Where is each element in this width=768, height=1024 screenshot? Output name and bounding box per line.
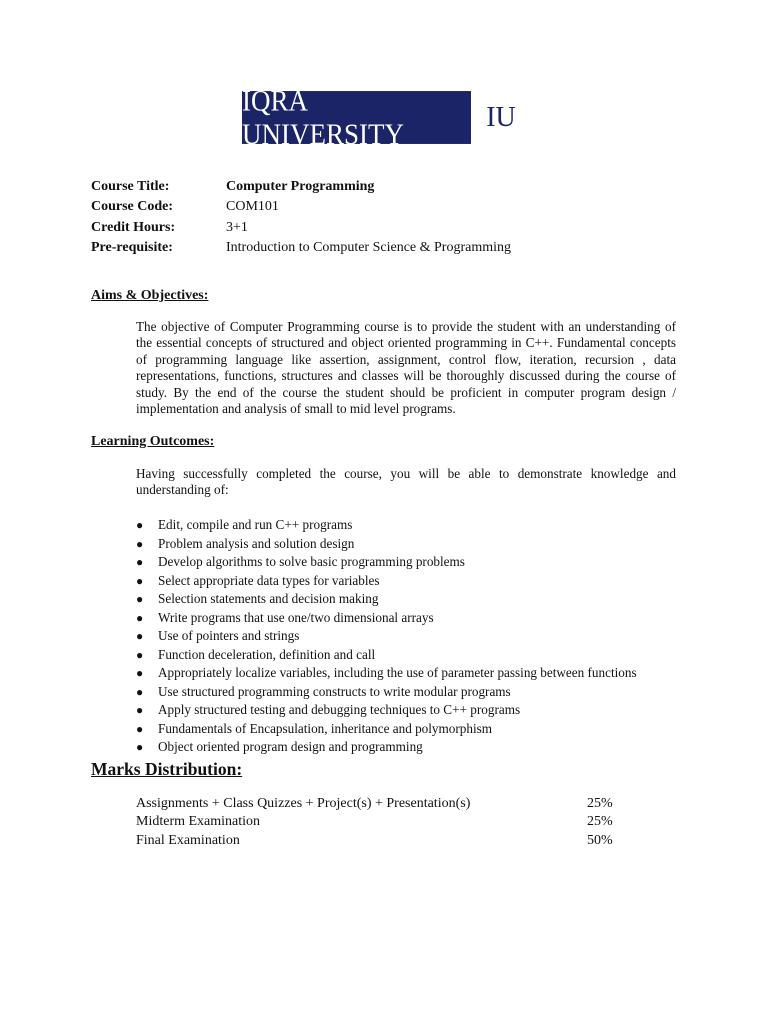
marks-table bbox=[136, 795, 613, 850]
list-item-text: Problem analysis and solution design bbox=[158, 535, 355, 551]
bullet-icon: ● bbox=[136, 666, 144, 680]
list-item bbox=[136, 535, 637, 554]
course-info-row bbox=[91, 177, 511, 197]
list-item bbox=[136, 590, 637, 609]
marks-item: Midterm Examination bbox=[136, 814, 261, 830]
bullet-icon: ● bbox=[136, 555, 144, 569]
bullet-icon: ● bbox=[136, 647, 144, 662]
marks-heading: Marks Distribution: bbox=[91, 759, 243, 779]
course-code-value: COM101 bbox=[226, 199, 279, 215]
outcomes-intro: Having successfully completed the course, you will be able to demonstrate knowledge and understanding of: bbox=[136, 466, 676, 498]
course-info-row bbox=[91, 197, 511, 217]
list-item-text: Edit, compile and run C++ programs bbox=[158, 517, 353, 532]
marks-item: Final Examination bbox=[136, 832, 240, 848]
aims-paragraph: The objective of Computer Programming course is to provide the student with an understanding of the essential concepts of structured and object oriented programming in C++. Fundamental concepts of programming language like assertion, assignment, control flow, iteration, recursion , data representations, functions, structures and classes will be thoroughly discussed during the course of study. By the end of the course the student should be proficient in computer program design / implementation and analysis of small to mid level programs. bbox=[136, 319, 676, 417]
credit-hours-value: 3+1 bbox=[226, 219, 248, 235]
bullet-icon: ● bbox=[136, 629, 144, 643]
list-item-text: Select appropriate data types for variables bbox=[158, 572, 380, 588]
list-item bbox=[136, 720, 637, 739]
list-item-text: Appropriately localize variables, including the use of parameter passing between functions bbox=[158, 665, 637, 680]
marks-item: Assignments + Class Quizzes + Project(s) + Presentation(s) bbox=[136, 796, 471, 811]
course-title-label: Course Title: bbox=[91, 179, 170, 194]
course-code-label: Course Code: bbox=[91, 199, 174, 215]
outcomes-list bbox=[136, 516, 637, 757]
list-item bbox=[136, 701, 637, 720]
list-item bbox=[136, 609, 637, 628]
table-row bbox=[136, 795, 613, 813]
list-item-text: Write programs that use one/two dimensional arrays bbox=[158, 609, 434, 625]
bullet-icon: ● bbox=[136, 610, 144, 625]
bullet-icon: ● bbox=[136, 703, 144, 717]
bullet-icon: ● bbox=[136, 684, 144, 699]
bullet-icon: ● bbox=[136, 740, 144, 754]
course-info-row bbox=[91, 238, 511, 258]
course-info bbox=[91, 177, 511, 258]
list-item-text: Function deceleration, definition and call bbox=[158, 646, 376, 662]
prerequisite-value: Introduction to Computer Science & Programming bbox=[226, 239, 512, 255]
university-logo bbox=[242, 84, 528, 150]
list-item-text: Apply structured testing and debugging techniques to C++ programs bbox=[158, 702, 521, 717]
bullet-icon: ● bbox=[136, 592, 144, 606]
outcomes-heading: Learning Outcomes: bbox=[91, 434, 215, 449]
list-item bbox=[136, 646, 637, 665]
list-item bbox=[136, 516, 637, 535]
list-item bbox=[136, 627, 637, 646]
list-item bbox=[136, 572, 637, 591]
list-item-text: Use structured programming constructs to write modular programs bbox=[158, 683, 511, 699]
list-item bbox=[136, 683, 637, 702]
course-title-value: Computer Programming bbox=[226, 179, 375, 194]
marks-percent: 25% bbox=[587, 814, 613, 830]
logo-abbrev: IU bbox=[474, 93, 528, 142]
course-info-row bbox=[91, 218, 511, 238]
list-item bbox=[136, 664, 637, 683]
prerequisite-label: Pre-requisite: bbox=[91, 239, 173, 255]
bullet-icon: ● bbox=[136, 573, 144, 588]
bullet-icon: ● bbox=[136, 518, 144, 532]
list-item-text: Object oriented program design and programming bbox=[158, 739, 423, 754]
list-item-text: Selection statements and decision making bbox=[158, 591, 379, 606]
list-item bbox=[136, 553, 637, 572]
list-item bbox=[136, 738, 637, 757]
list-item-text: Develop algorithms to solve basic programming problems bbox=[158, 554, 465, 569]
logo-name: IQRA UNIVERSITY bbox=[242, 91, 471, 144]
list-item-text: Fundamentals of Encapsulation, inheritance and polymorphism bbox=[158, 720, 493, 736]
marks-percent: 50% bbox=[587, 832, 613, 848]
bullet-icon: ● bbox=[136, 721, 144, 736]
table-row bbox=[136, 813, 613, 831]
aims-heading: Aims & Objectives: bbox=[91, 288, 209, 303]
table-row bbox=[136, 832, 613, 850]
list-item-text: Use of pointers and strings bbox=[158, 628, 300, 643]
bullet-icon: ● bbox=[136, 536, 144, 551]
credit-hours-label: Credit Hours: bbox=[91, 219, 176, 235]
marks-percent: 25% bbox=[587, 796, 613, 811]
